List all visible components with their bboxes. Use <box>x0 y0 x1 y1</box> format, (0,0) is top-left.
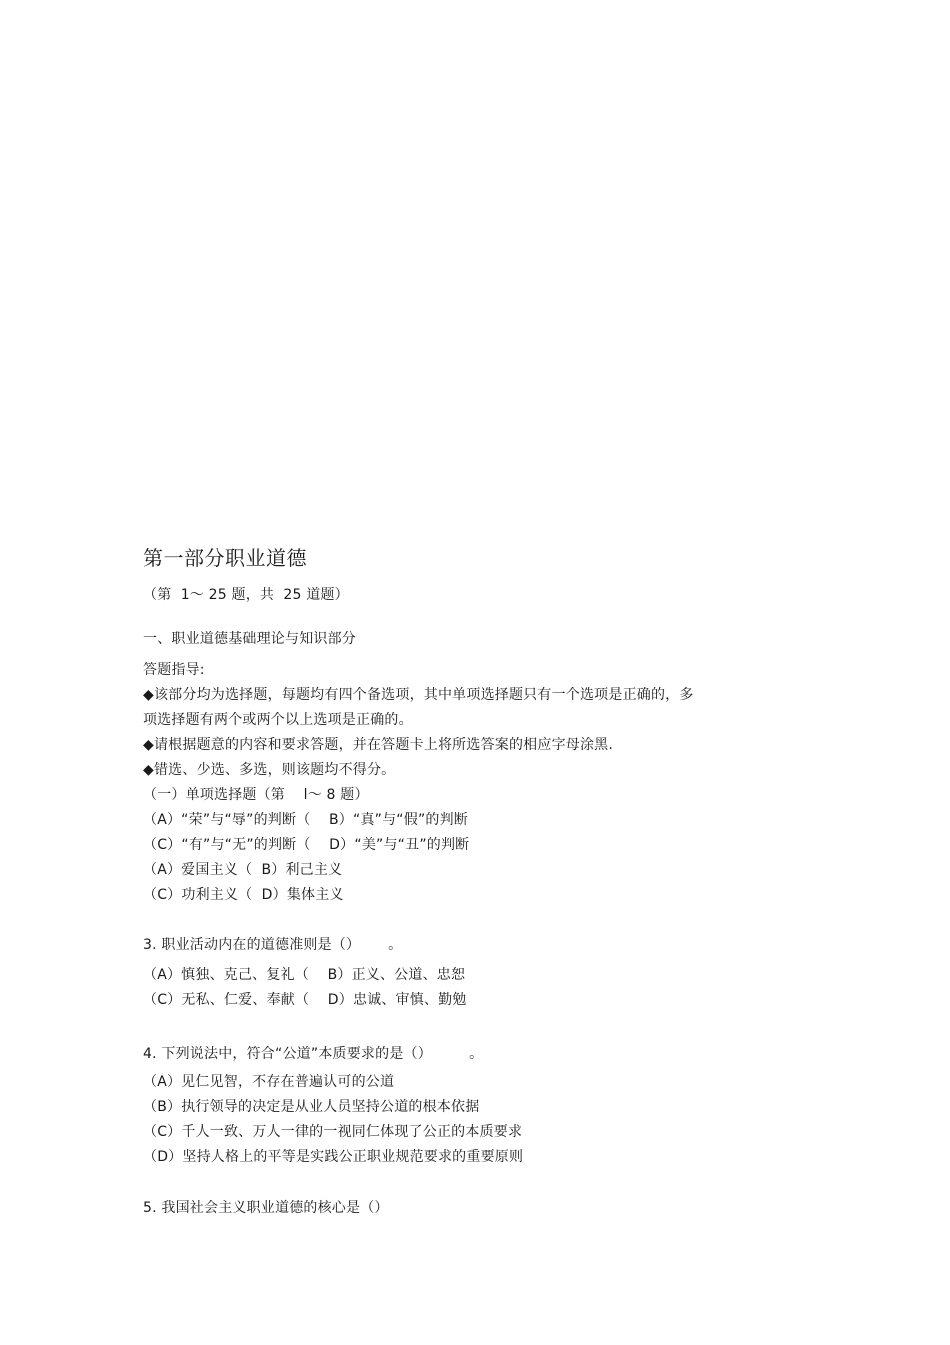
single-choice-heading: （一）单项选择题（第 l～ 8 题） <box>143 787 369 803</box>
q1-options-ab: （A）“荣”与“辱”的判断（ B）“真”与“假”的判断 <box>143 812 469 828</box>
q5-text: 5. 我国社会主义职业道德的核心是（） <box>143 1200 389 1216</box>
section-heading: 一、职业道德基础理论与知识部分 <box>143 631 356 647</box>
guide-line-1b: 项选择题有两个或两个以上选项是正确的。 <box>143 712 413 728</box>
q4-text: 4. 下列说法中，符合“公道”本质要求的是（） 。 <box>143 1046 484 1062</box>
q3-options-cd: （C）无私、仁爱、奉献（ D）忠诚、审慎、勤勉 <box>143 992 467 1008</box>
q3-options-ab: （A）慎独、克己、复礼（ B）正义、公道、忠恕 <box>143 967 466 983</box>
guide-line-2: ◆请根据题意的内容和要求答题，并在答题卡上将所选答案的相应字母涂黑. <box>143 737 614 753</box>
q3-text: 3. 职业活动内在的道德准则是（） 。 <box>143 937 403 953</box>
guide-line-3: ◆错选、少选、多选，则该题均不得分。 <box>143 762 396 778</box>
q4-option-a: （A）见仁见智，不存在普遍认可的公道 <box>143 1074 395 1090</box>
q2-options-ab: （A）爱国主义（ B）利己主义 <box>143 862 343 878</box>
page-title: 第一部分职业道德 <box>143 546 307 570</box>
page-subtitle: （第 1～ 25 题，共 25 道题） <box>143 587 349 603</box>
q4-option-d: （D）坚持人格上的平等是实践公正职业规范要求的重要原则 <box>143 1149 524 1165</box>
q4-option-b: （B）执行领导的决定是从业人员坚持公道的根本依据 <box>143 1099 480 1115</box>
guide-line-1a: ◆该部分均为选择题，每题均有四个备选项，其中单项选择题只有一个选项是正确的，多 <box>143 687 694 703</box>
q1-options-cd: （C）“有”与“无”的判断（ D）“美”与“丑”的判断 <box>143 837 470 853</box>
guide-label: 答题指导: <box>143 662 205 678</box>
q2-options-cd: （C）功利主义（ D）集体主义 <box>143 887 344 903</box>
q4-option-c: （C）千人一致、万人一律的一视同仁体现了公正的本质要求 <box>143 1124 523 1140</box>
